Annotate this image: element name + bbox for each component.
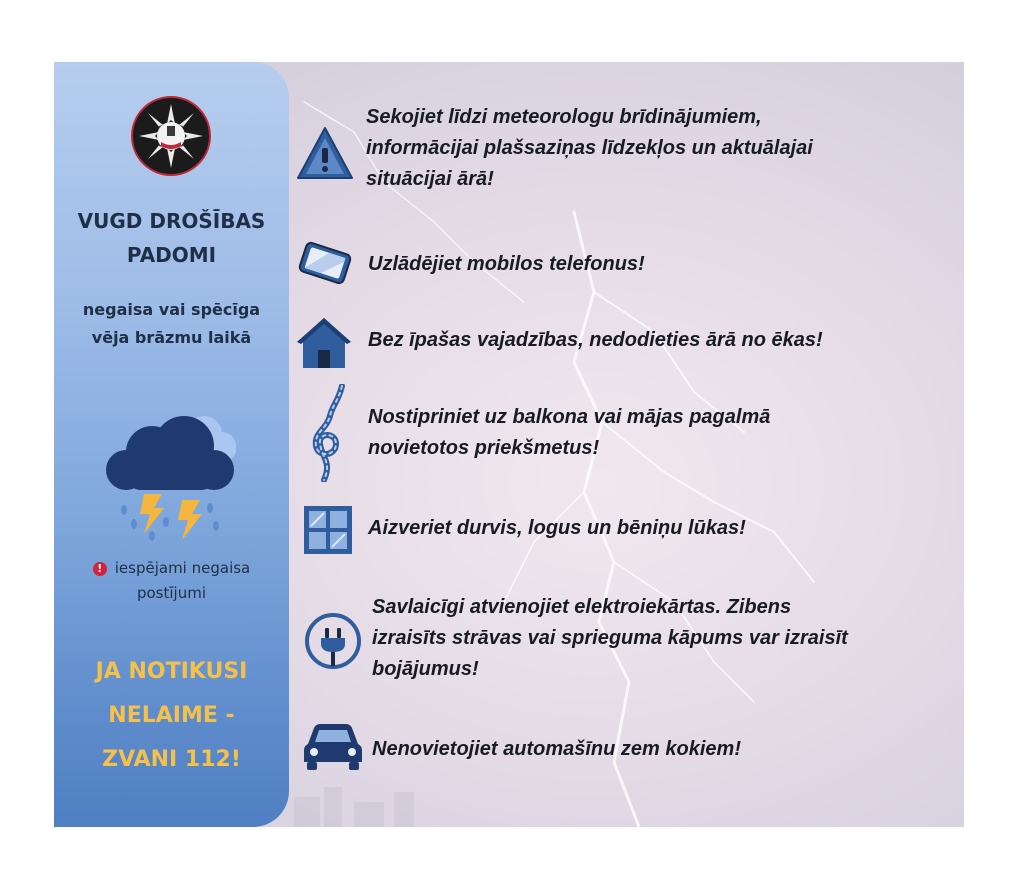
- rope-knot-icon: [302, 384, 360, 482]
- title-line: VUGD DROŠĪBAS: [77, 209, 266, 233]
- sidebar: [54, 62, 289, 827]
- emergency-line: NELAIME -: [108, 703, 235, 728]
- subtitle-line: negaisa vai spēcīga: [82, 300, 261, 319]
- warning-triangle-icon: [296, 124, 354, 182]
- emergency-line: ZVANI 112!: [102, 747, 241, 772]
- sidebar-subtitle: [54, 296, 289, 352]
- warning-line: iespējami negaisa: [114, 559, 251, 577]
- subtitle-line: vēja brāzmu laikā: [91, 328, 252, 347]
- tip-text: [368, 249, 645, 280]
- tip-line: situācijai ārā!: [366, 168, 494, 190]
- tip-line: Bez īpašas vajadzības, nedodieties ārā no ēkas!: [368, 329, 823, 351]
- vugd-logo-icon: [131, 96, 211, 176]
- tip-line: Nostipriniet uz balkona vai mājas pagalmā: [368, 406, 771, 428]
- tip-line: Savlaicīgi atvienojiet elektroiekārtas. Zibens: [372, 596, 792, 618]
- title-line: PADOMI: [126, 243, 217, 267]
- tip-line: Uzlādējiet mobilos telefonus!: [368, 253, 645, 275]
- plug-icon: [304, 612, 362, 670]
- house-icon: [295, 314, 353, 372]
- tip-line: Sekojiet līdzi meteorologu brīdinājumiem,: [366, 106, 762, 128]
- car-icon: [302, 718, 364, 772]
- tip-text: [372, 592, 848, 685]
- phone-icon: [296, 234, 354, 292]
- tip-line: informācijai plašsaziņas līdzekļos un aktuālajai: [366, 137, 813, 159]
- alert-icon: !: [93, 562, 107, 576]
- tip-text: [368, 325, 823, 356]
- tip-text: [368, 513, 746, 544]
- safety-card: [54, 62, 964, 827]
- tip-line: bojājumus!: [372, 658, 479, 680]
- storm-cloud-icon: [104, 404, 244, 544]
- window-icon: [302, 504, 354, 556]
- warning-line: postījumi: [136, 584, 207, 602]
- sidebar-title: [54, 204, 289, 272]
- tip-text: [368, 402, 770, 464]
- emergency-call: [54, 650, 289, 782]
- tip-line: Aizveriet durvis, logus un bēniņu lūkas!: [368, 517, 746, 539]
- tip-text: [372, 734, 741, 765]
- damage-warning: [54, 556, 289, 606]
- tip-text: [366, 102, 813, 195]
- tip-line: Nenovietojiet automašīnu zem kokiem!: [372, 738, 741, 760]
- tip-line: novietotos priekšmetus!: [368, 437, 600, 459]
- emergency-line: JA NOTIKUSI: [95, 659, 248, 684]
- tip-line: izraisīts strāvas vai sprieguma kāpums var izraisīt: [372, 627, 848, 649]
